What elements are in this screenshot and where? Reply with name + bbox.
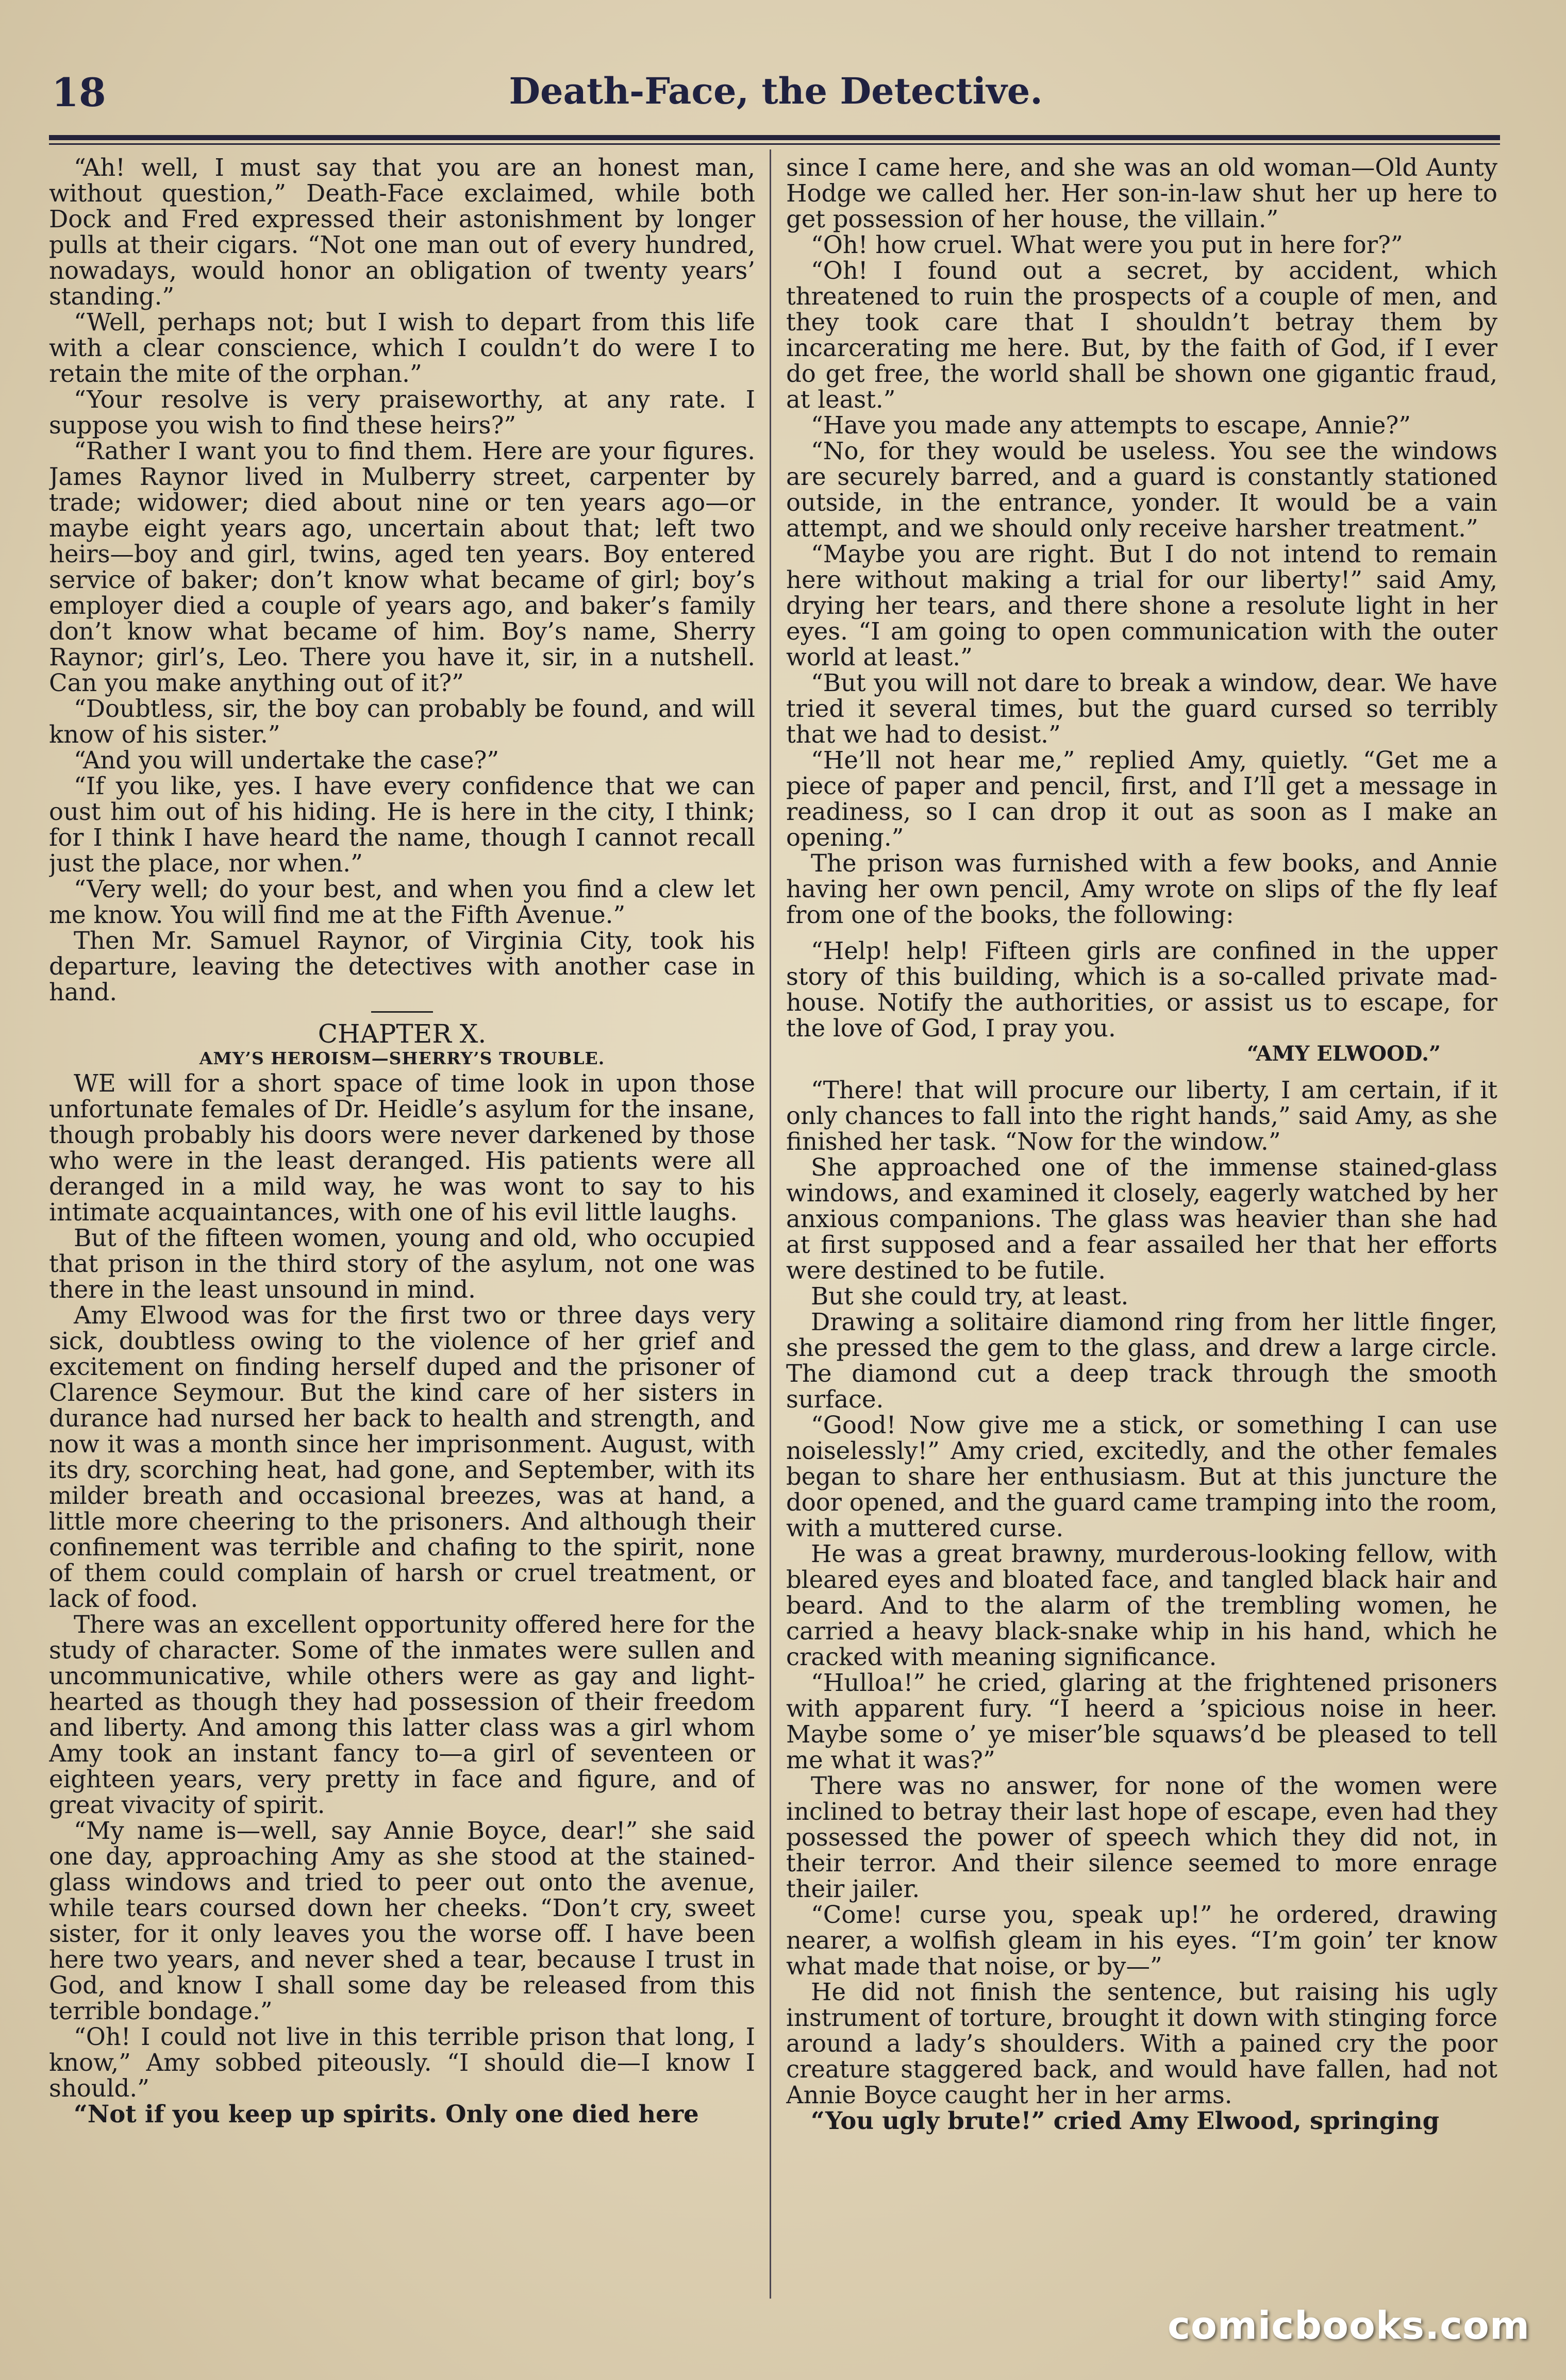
paragraph: “Maybe you are right. But I do not intend to remain here without making a trial for our liberty!” said Amy, drying her tears, and there shone a resolute light in her eyes. “I am going to open communication with the outer world at least.” — [786, 540, 1497, 671]
chapter-divider — [371, 1011, 433, 1013]
page-number: 18 — [52, 70, 106, 115]
right-column — [786, 155, 1497, 2299]
running-title: Death-Face, the Detective. — [509, 70, 1043, 112]
chapter-subtitle: AMY’S HEROISM—SHERRY’S TROUBLE. — [199, 1048, 605, 1068]
paragraph: The prison was furnished with a few books, and Annie having her own pencil, Amy wrote on slips of the fly leaf from one of the books, the following: — [786, 849, 1497, 929]
paragraph: Then Mr. Samuel Raynor, of Virginia City, took his departure, leaving the detectives with another case in hand. — [49, 927, 755, 1006]
paragraph: “Your resolve is very praiseworthy, at any rate. I suppose you wish to find these heirs?” — [49, 386, 755, 439]
column-divider — [770, 149, 771, 2299]
paragraph: “Very well; do your best, and when you find a clew let me know. You will find me at the Fifth Avenue.” — [49, 875, 755, 929]
header-rule — [49, 135, 1500, 140]
paragraph: There was an excellent opportunity offered here for the study of character. Some of the inmates were sullen and uncommunicative, while others were as gay and light-hearted as though they had possession of their freedom and liberty. And among this latter class was a girl whom Amy took an instant fancy to—a girl of seventeen or eighteen years, very pretty in face and figure, and of great vivacity of spirit. — [49, 1611, 755, 1819]
paragraph: “Doubtless, sir, the boy can probably be found, and will know of his sister.” — [49, 695, 755, 748]
chapter-title: CHAPTER X. — [318, 1019, 487, 1049]
paragraph: “He’ll not hear me,” replied Amy, quietly. “Get me a piece of paper and pencil, first, and I’ll get a message in readiness, so I can drop it out as soon as I make an opening.” — [786, 746, 1497, 851]
paragraph: He was a great brawny, murderous-looking fellow, with bleared eyes and bloated face, and tangled black hair and beard. And to the alarm of the trembling women, he carried a heavy black-snake whip in his hand, which he cracked with meaning significance. — [786, 1540, 1497, 1671]
paragraph: “Ah! well, I must say that you are an honest man, without question,” Death-Face exclaimed, while both Dock and Fred expressed their astonishment by longer pulls at their cigars. “Not one man out of every hundred, nowadays, would honor an obligation of twenty years’ standing.” — [49, 155, 755, 310]
paragraph: She approached one of the immense stained-glass windows, and examined it closely, eagerly watched by her anxious companions. The glass was heavier than she had at first supposed and a fear assailed her that her efforts were destined to be futile. — [786, 1153, 1497, 1284]
paragraph: “And you will undertake the case?” — [74, 746, 499, 774]
paragraph: “Oh! how cruel. What were you put in here for?” — [811, 231, 1403, 259]
letter-signature: “AMY ELWOOD.” — [1247, 1042, 1441, 1066]
header-rule-thin — [49, 143, 1500, 145]
left-column — [49, 155, 755, 2299]
watermark: comicbooks.com — [1168, 2304, 1530, 2348]
paragraph: “Have you made any attempts to escape, Annie?” — [811, 411, 1411, 439]
paragraph: “Oh! I could not live in this terrible prison that long, I know,” Amy sobbed piteously. “I should die—I know I should.” — [49, 2023, 755, 2102]
paragraph: But of the fifteen women, young and old, who occupied that prison in the third story of the asylum, not one was there in the least unsound in mind. — [49, 1224, 755, 1303]
paragraph: “But you will not dare to break a window, dear. We have tried it several times, but the guard cursed so terribly that we had to desist.” — [786, 669, 1497, 748]
paragraph: “Good! Now give me a stick, or something I can use noiselessly!” Amy cried, excitedly, and the other females began to share her enthusiasm. But at this juncture the door opened, and the guard came tramping into the room, with a muttered curse. — [786, 1411, 1497, 1542]
paragraph: Drawing a solitaire diamond ring from her little finger, she pressed the gem to the glass, and drew a large circle. The diamond cut a deep track through the smooth surface. — [786, 1308, 1497, 1413]
paragraph: since I came here, and she was an old woman—Old Aunty Hodge we called her. Her son-in-law shut her up here to get possession of her house, the villain.” — [786, 155, 1497, 233]
paragraph: He did not finish the sentence, but raising his ugly instrument of torture, brought it down with stinging force around a lady’s shoulders. With a pained cry the poor creature staggered back, and would have fallen, had not Annie Boyce caught her in her arms. — [786, 1978, 1497, 2109]
letter-text: “Help! help! Fifteen girls are confined in the upper story of this building, which is a so-called private mad-house. Notify the authorities, or assist us to escape, for the love of God, I pray you. — [786, 937, 1497, 1042]
paragraph: “No, for they would be useless. You see the windows are securely barred, and a guard is constantly stationed outside, in the entrance, yonder. It would be a vain attempt, and we should only receive harsher treatment.” — [786, 437, 1497, 542]
paragraph: WE will for a short space of time look in upon those unfortunate females of Dr. Heidle’s asylum for the insane, though probably his doors were never darkened by those who were in the least deranged. His patients were all deranged in a mild way, he was wont to say to his intimate acquaintances, with one of his evil little laughs. — [49, 1069, 755, 1226]
paragraph: There was no answer, for none of the women were inclined to betray their last hope of escape, even had they possessed the power of speech which they did not, in their terror. And their silence seemed to more enrage their jailer. — [786, 1772, 1497, 1903]
paragraph: “You ugly brute!” cried Amy Elwood, springing — [811, 2106, 1440, 2135]
page-header — [52, 70, 1500, 131]
paragraph: “If you like, yes. I have every confidence that we can oust him out of his hiding. He is here in the city, I think; for I think I have heard the name, though I cannot recall just the place, nor when.” — [49, 772, 755, 877]
paragraph: “Hulloa!” he cried, glaring at the frightened prisoners with apparent fury. “I heerd a ’spicious noise in heer. Maybe some o’ ye miser’ble squaws’d be pleased to tell me what it was?” — [786, 1669, 1497, 1774]
paragraph: “Well, perhaps not; but I wish to depart from this life with a clear conscience, which I couldn’t do were I to retain the mite of the orphan.” — [49, 308, 755, 388]
paragraph: “Oh! I found out a secret, by accident, which threatened to ruin the prospects of a couple of men, and they took care that I shouldn’t betray them by incarcerating me here. But, by the faith of God, if I ever do get free, the world shall be shown one gigantic fraud, at least.” — [786, 257, 1497, 413]
paragraph: Amy Elwood was for the first two or three days very sick, doubtless owing to the violence of her grief and excitement on finding herself duped and the prisoner of Clarence Seymour. But the kind care of her sisters in durance had nursed her back to health and strength, and now it was a month since her imprisonment. August, with its dry, scorching heat, had gone, and September, with its milder breath and occasional breezes, was at hand, a little more cheering to the prisoners. And although their confinement was terrible and chafing to the spirit, none of them could complain of harsh or cruel treatment, or lack of food. — [49, 1301, 755, 1613]
paragraph: “There! that will procure our liberty, I am certain, if it only chances to fall into the right hands,” said Amy, as she finished her task. “Now for the window.” — [786, 1076, 1497, 1155]
paragraph: But she could try, at least. — [811, 1282, 1129, 1310]
paragraph: “My name is—well, say Annie Boyce, dear!” she said one day, approaching Amy as she stood at the stained-glass windows and tried to peer out onto the avenue, while tears coursed down her cheeks. “Don’t cry, sweet sister, for it only leaves you the worse off. I have been here two years, and never shed a tear, because I trust in God, and know I shall some day be released from this terrible bondage.” — [49, 1817, 755, 2025]
paragraph: “Not if you keep up spirits. Only one died here — [74, 2100, 699, 2128]
paragraph: “Come! curse you, speak up!” he ordered, drawing nearer, a wolfish gleam in his eyes. “I’m goin’ ter know what made that noise, or by—” — [786, 1901, 1497, 1980]
paragraph: “Rather I want you to find them. Here are your figures. James Raynor lived in Mulberry street, carpenter by trade; widower; died about nine or ten years ago—or maybe eight years ago, uncertain about that; left two heirs—boy and girl, twins, aged ten years. Boy entered service of baker; don’t know what became of girl; boy’s employer died a couple of years ago, and baker’s family don’t know what became of him. Boy’s name, Sherry Raynor; girl’s, Leo. There you have it, sir, in a nutshell. Can you make anything out of it?” — [49, 437, 755, 697]
